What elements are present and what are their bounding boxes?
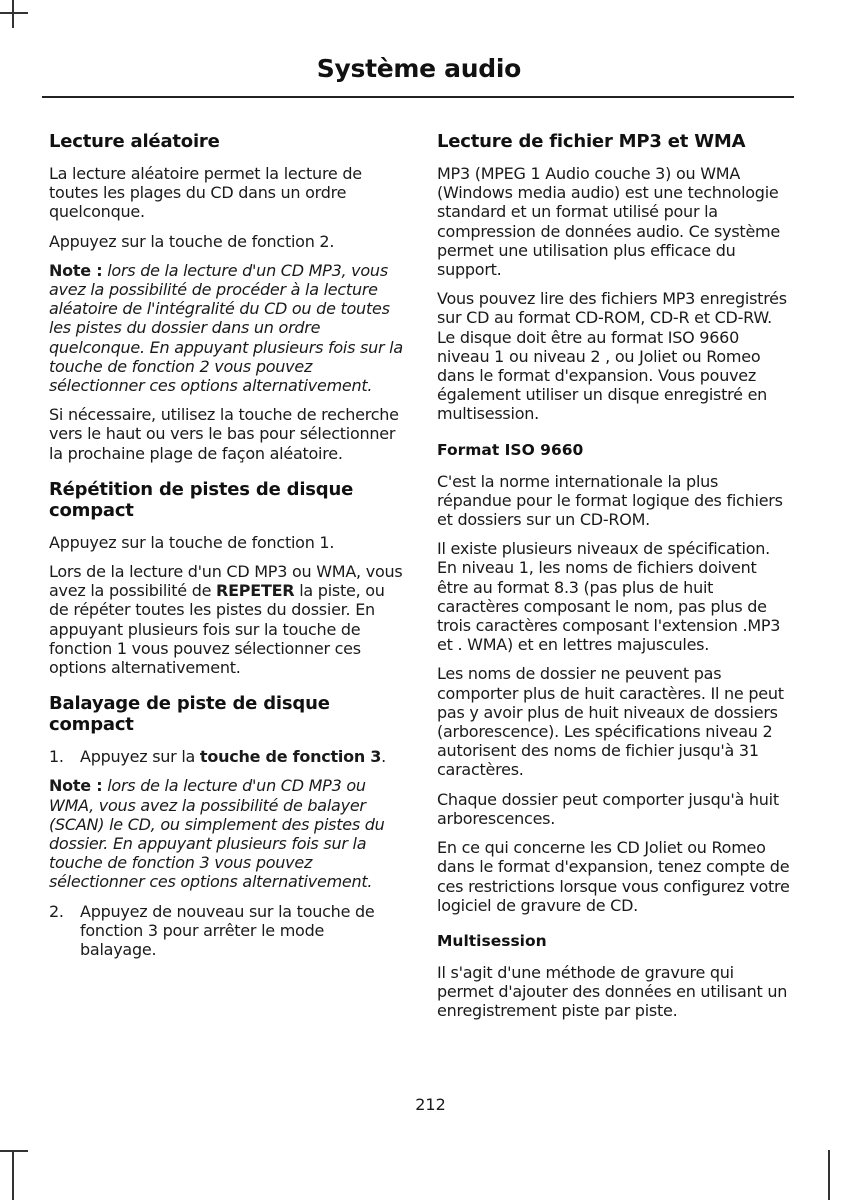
- paragraph: Les noms de dossier ne peuvent pas comporter plus de huit caractères. Il ne peut pas y avoir plus de huit niveaux de dossiers (arborescence). Les spécifications niveau 2 autorisent des noms de fichier jusqu'à 31 caractères.: [437, 664, 784, 780]
- paragraph: Vous pouvez lire des fichiers MP3 enregistrés sur CD au format CD-ROM, CD-R et CD-RW. Le disque doit être au format ISO 9660 niveau 1 ou niveau 2 , ou Joliet ou Romeo dans le format d'expansion. Vous pouvez également utiliser un disque enregistré en multisession.: [437, 289, 787, 424]
- heading-mp3-wma: Lecture de fichier MP3 et WMA: [437, 131, 746, 152]
- paragraph: Appuyez sur la touche de fonction 1.: [49, 532, 335, 552]
- heading-repetition: Répétition de pistes de disque compact: [49, 478, 354, 521]
- text-span: Appuyez sur la: [80, 747, 200, 767]
- text-span: .: [381, 747, 387, 767]
- paragraph: Chaque dossier peut comporter jusqu'à huit arborescences.: [437, 789, 779, 828]
- crop-mark-top-left-v: [12, 0, 14, 28]
- crop-mark-top-left-h: [0, 12, 28, 14]
- paragraph: La lecture aléatoire permet la lecture de toutes les plages du CD dans un ordre quelconque.: [49, 164, 362, 222]
- paragraph: [49, 562, 403, 677]
- paragraph: Appuyez sur la touche de fonction 2.: [49, 231, 335, 251]
- note-text: lors de la lecture d'un CD MP3 ou WMA, vous avez la possibilité de balayer (SCAN) le CD, ou simplement des pistes du dossier. En appuyant plusieurs fois sur la touche de fonction 3 vous pouvez sélectionner ces options alternativement.: [49, 776, 385, 892]
- paragraph: Si nécessaire, utilisez la touche de recherche vers le haut ou vers le bas pour sélectionner la prochaine plage de façon aléatoire.: [49, 405, 399, 463]
- heading-format-iso: Format ISO 9660: [437, 440, 584, 459]
- heading-multisession: Multisession: [437, 931, 547, 950]
- paragraph: En ce qui concerne les CD Joliet ou Romeo dans le format d'expansion, tenez compte de ces restrictions lorsque vous configurez votre logiciel de gravure de CD.: [437, 838, 790, 915]
- step-number: 2.: [49, 901, 64, 921]
- steps-list: [49, 902, 403, 960]
- note-label: Note :: [49, 776, 103, 796]
- left-column: [49, 131, 403, 969]
- paragraph: MP3 (MPEG 1 Audio couche 3) ou WMA (Windows media audio) est une technologie standard et un format utilisé pour la compression de données audio. Ce système permet une utilisation plus efficace du support.: [437, 164, 780, 280]
- step-item: [49, 747, 403, 766]
- steps-list: [49, 747, 403, 766]
- crop-mark-bottom-left-v: [12, 1150, 14, 1200]
- heading-lecture-aleatoire: Lecture aléatoire: [49, 131, 220, 152]
- title-divider: [42, 96, 794, 98]
- page-number: 212: [415, 1095, 446, 1114]
- step-number: 1.: [49, 747, 64, 767]
- paragraph: Il existe plusieurs niveaux de spécification. En niveau 1, les noms de fichiers doivent être au format 8.3 (pas plus de huit caractères composant le nom, pas plus de trois caractères composant l'extension .MP3 et . WMA) et en lettres majuscules.: [437, 539, 781, 655]
- note-text: lors de la lecture d'un CD MP3, vous avez la possibilité de procéder à la lecture aléatoire de l'intégralité du CD ou de toutes les pistes du dossier dans un ordre quelconque. En appuyant plusieurs fois sur la touche de fonction 2 vous pouvez sélectionner ces options alternativement.: [49, 260, 403, 396]
- note-label: Note :: [49, 260, 103, 280]
- paragraph: C'est la norme internationale la plus répandue pour le format logique des fichiers et dossiers sur un CD-ROM.: [437, 471, 783, 530]
- heading-balayage: Balayage de piste de disque compact: [49, 693, 330, 736]
- note: [49, 261, 403, 395]
- right-column: [437, 131, 791, 1031]
- step-text: Appuyez de nouveau sur la touche de fonction 3 pour arrêter le mode balayage.: [80, 901, 375, 960]
- note: [49, 776, 403, 891]
- keyword-touche-fonction-3: touche de fonction 3: [199, 747, 382, 767]
- page-title: Système audio: [316, 54, 521, 83]
- text-span: Lors de la lecture d'un CD MP3 ou WMA, vous avez la possibilité de: [49, 562, 403, 601]
- keyword-repeter: REPETER: [216, 581, 295, 601]
- crop-mark-bottom-left-h: [0, 1150, 28, 1152]
- text-span: la piste, ou de répéter toutes les pistes du dossier. En appuyant plusieurs fois sur la touche de fonction 1 vous pouvez sélectionner ces options alternativement.: [49, 581, 385, 678]
- paragraph: Il s'agit d'une méthode de gravure qui permet d'ajouter des données en utilisant un enregistrement piste par piste.: [437, 962, 788, 1021]
- step-item: [49, 902, 403, 960]
- step-text: [80, 747, 386, 766]
- crop-mark-bottom-right-v: [828, 1150, 830, 1200]
